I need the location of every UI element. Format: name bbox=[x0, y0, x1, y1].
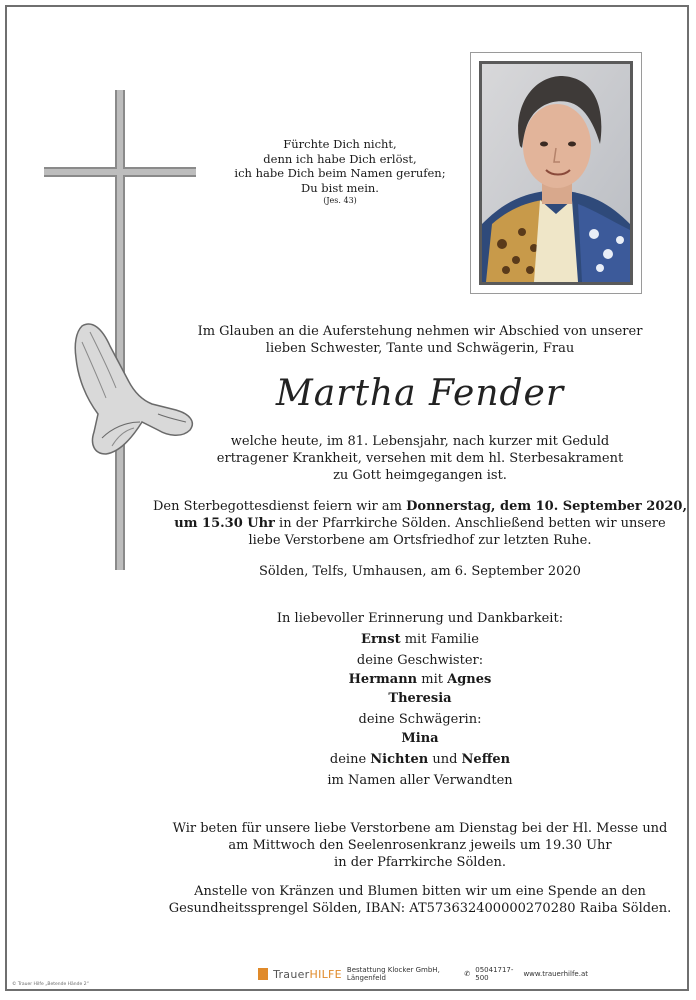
bible-verse bbox=[230, 137, 450, 207]
donation-line: Gesundheitssprengel Sölden, IBAN: AT573632400000270280 Raiba Sölden. bbox=[168, 901, 672, 916]
footer bbox=[258, 966, 588, 982]
portrait-photo bbox=[479, 61, 633, 285]
mourner-name: Mina bbox=[401, 731, 439, 746]
siblings-label: deine Geschwister: bbox=[356, 653, 484, 668]
copyright: © Trauer Hilfe „Betende Hände 2“ bbox=[12, 982, 89, 987]
funeral-line: liebe Verstorbene am Ortsfriedhof zur letzten Ruhe. bbox=[248, 533, 592, 548]
prayer-line: Wir beten für unsere liebe Verstorbene am Dienstag bei der Hl. Messe und bbox=[172, 821, 668, 836]
mourner-connector: mit bbox=[417, 672, 448, 687]
mourner-name: Agnes bbox=[447, 672, 492, 687]
funeral-text-part: in der Pfarrkirche Sölden. Anschließend betten wir unsere bbox=[274, 516, 666, 531]
phone-icon: ✆ bbox=[464, 970, 471, 978]
mourner-suffix: mit Familie bbox=[400, 632, 479, 647]
funeral-text-part: Den Sterbegottesdienst feiern wir am bbox=[152, 499, 407, 514]
verse-line: ich habe Dich beim Namen gerufen; bbox=[234, 166, 446, 180]
portrait-frame bbox=[470, 52, 642, 294]
passing-line: welche heute, im 81. Lebensjahr, nach kurzer mit Geduld bbox=[230, 434, 610, 449]
footer-phone: 05041717-500 bbox=[475, 966, 514, 982]
verse-line: Fürchte Dich nicht, bbox=[283, 137, 397, 151]
passing-text bbox=[180, 433, 660, 484]
trauerhilfe-logo-icon bbox=[258, 968, 268, 980]
mourner-name: Neffen bbox=[461, 752, 511, 767]
mourner-connector: deine bbox=[329, 752, 371, 767]
mourner-name: Theresia bbox=[388, 691, 452, 706]
mourner-name: Nichten bbox=[370, 752, 429, 767]
prayer-line: am Mittwoch den Seelenrosenkranz jeweils um 19.30 Uhr bbox=[228, 838, 612, 853]
funeral-text bbox=[150, 498, 690, 549]
passing-line: ertragener Krankheit, versehen mit dem hl. Sterbesakrament bbox=[216, 451, 624, 466]
intro-line: Im Glauben an die Auferstehung nehmen wir Abschied von unserer bbox=[197, 324, 643, 339]
donation-text bbox=[150, 883, 690, 917]
footer-company: Bestattung Klocker GmbH, Längenfeld bbox=[346, 966, 440, 982]
intro-text bbox=[150, 323, 690, 357]
trauerhilfe-logo: TrauerHILFE bbox=[273, 967, 342, 981]
inlaw-label: deine Schwägerin: bbox=[358, 712, 482, 727]
mourners-list bbox=[150, 609, 690, 790]
portrait-image bbox=[482, 64, 630, 282]
funeral-date: Donnerstag, dem 10. September 2020, bbox=[406, 499, 687, 514]
mourner-name: Ernst bbox=[361, 632, 401, 647]
verse-line: Du bist mein. bbox=[301, 180, 379, 195]
prayer-line: in der Pfarrkirche Sölden. bbox=[334, 855, 506, 870]
donation-line: Anstelle von Kränzen und Blumen bitten wir um eine Spende an den bbox=[194, 884, 646, 899]
deceased-name: Martha Fender bbox=[275, 373, 565, 414]
prayer-text bbox=[150, 820, 690, 871]
footer-website[interactable]: www.trauerhilfe.at bbox=[523, 970, 588, 978]
verse-line: denn ich habe Dich erlöst, bbox=[263, 151, 417, 166]
relatives-line: im Namen aller Verwandten bbox=[327, 773, 513, 788]
mourner-name: Hermann bbox=[348, 672, 418, 687]
dateline: Sölden, Telfs, Umhausen, am 6. September 2020 bbox=[259, 564, 581, 579]
intro-line: lieben Schwester, Tante und Schwägerin, Frau bbox=[265, 341, 575, 356]
funeral-time: um 15.30 Uhr bbox=[174, 516, 275, 531]
passing-line: zu Gott heimgegangen ist. bbox=[333, 468, 507, 483]
mourners-header: In liebevoller Erinnerung und Dankbarkeit: bbox=[276, 611, 564, 626]
verse-reference: (Jes. 43) bbox=[323, 196, 357, 205]
mourner-connector: und bbox=[428, 752, 462, 767]
